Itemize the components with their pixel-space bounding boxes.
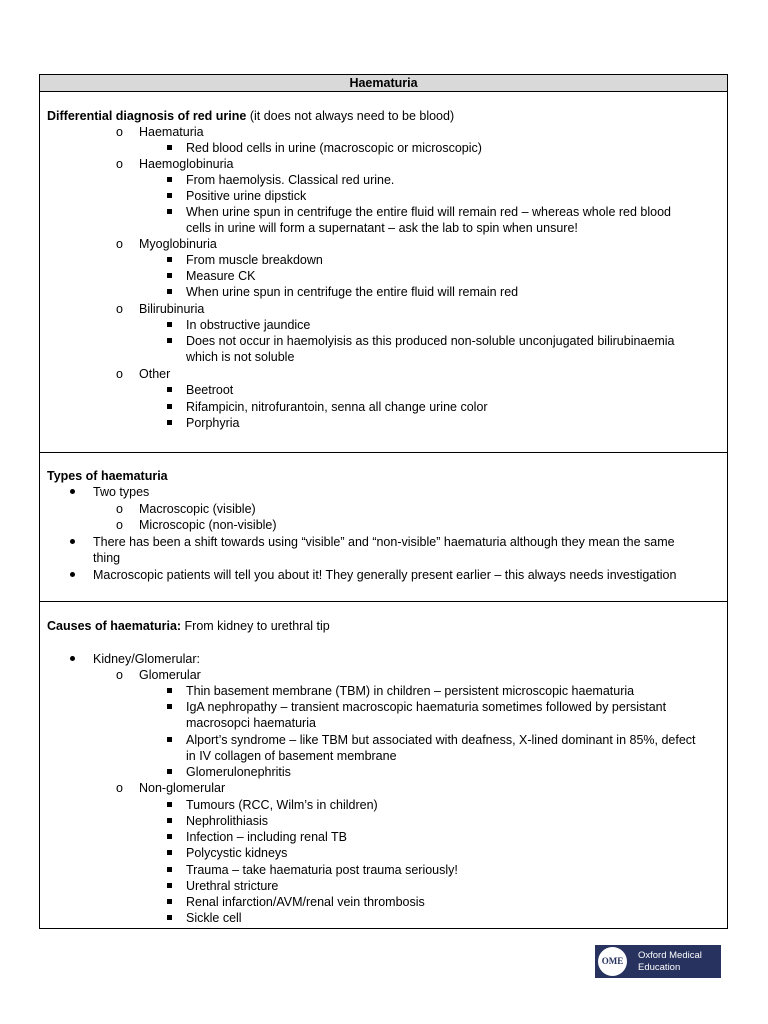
list-item: Haemoglobinuria bbox=[139, 157, 234, 171]
circle-bullet: o bbox=[116, 157, 123, 171]
list-item: There has been a shift towards using “visible” and “non-visible” haematuria although they mean the same bbox=[93, 535, 675, 549]
list-item: Macroscopic (visible) bbox=[139, 502, 256, 516]
section-heading: Differential diagnosis of red urine (it does not always need to be blood) bbox=[47, 109, 455, 123]
logo-text-line2: Education bbox=[638, 962, 681, 973]
square-bullet bbox=[167, 273, 172, 278]
square-bullet bbox=[167, 915, 172, 920]
notes-table bbox=[39, 74, 728, 929]
list-item: In obstructive jaundice bbox=[186, 318, 311, 332]
list-item: Nephrolithiasis bbox=[186, 814, 268, 828]
square-bullet bbox=[167, 769, 172, 774]
circle-bullet: o bbox=[116, 668, 123, 682]
list-item: Thin basement membrane (TBM) in children – persistent microscopic haematuria bbox=[186, 684, 635, 698]
list-item: From haemolysis. Classical red urine. bbox=[186, 173, 395, 187]
list-item: Haematuria bbox=[139, 125, 204, 139]
list-item: Other bbox=[139, 367, 171, 381]
section-heading: Types of haematuria bbox=[47, 469, 168, 483]
list-item: Sickle cell bbox=[186, 911, 242, 925]
square-bullet bbox=[167, 145, 172, 150]
list-item: When urine spun in centrifuge the entire fluid will remain red bbox=[186, 285, 519, 299]
list-item: Renal infarction/AVM/renal vein thrombosis bbox=[186, 895, 425, 909]
list-item: IgA nephropathy – transient macroscopic haematuria sometimes followed by persistant bbox=[186, 700, 667, 714]
list-item: Positive urine dipstick bbox=[186, 189, 307, 203]
circle-bullet: o bbox=[116, 237, 123, 251]
list-item-continued: which is not soluble bbox=[186, 350, 295, 364]
circle-bullet: o bbox=[116, 367, 123, 381]
list-item: Two types bbox=[93, 485, 150, 499]
list-item: Urethral stricture bbox=[186, 879, 279, 893]
square-bullet bbox=[167, 177, 172, 182]
list-item: Tumours (RCC, Wilm’s in children) bbox=[186, 798, 378, 812]
list-item: Rifampicin, nitrofurantoin, senna all change urine color bbox=[186, 400, 488, 414]
square-bullet bbox=[167, 688, 172, 693]
square-bullet bbox=[167, 867, 172, 872]
square-bullet bbox=[167, 883, 172, 888]
list-item: Macroscopic patients will tell you about it! They generally present earlier – this always needs investigation bbox=[93, 568, 677, 582]
square-bullet bbox=[167, 818, 172, 823]
list-item-continued: cells in urine will form a supernatant – ask the lab to spin when unsure! bbox=[186, 221, 578, 235]
oxford-medical-education-logo bbox=[595, 945, 721, 978]
list-item: Beetroot bbox=[186, 383, 234, 397]
list-item: Bilirubinuria bbox=[139, 302, 205, 316]
list-item: Myoglobinuria bbox=[139, 237, 217, 251]
list-item: Does not occur in haemolyisis as this produced non-soluble unconjugated bilirubinaemia bbox=[186, 334, 675, 348]
square-bullet bbox=[167, 704, 172, 709]
circle-bullet: o bbox=[116, 781, 123, 795]
circle-bullet: o bbox=[116, 502, 123, 516]
ome-mark: OME bbox=[598, 947, 627, 976]
list-item: Polycystic kidneys bbox=[186, 846, 288, 860]
list-item: Alport’s syndrome – like TBM but associated with deafness, X-lined dominant in 85%, defect bbox=[186, 733, 696, 747]
list-item: Kidney/Glomerular: bbox=[93, 652, 200, 666]
square-bullet bbox=[167, 737, 172, 742]
square-bullet bbox=[167, 338, 172, 343]
square-bullet bbox=[167, 193, 172, 198]
circle-bullet: o bbox=[116, 518, 123, 532]
disc-bullet bbox=[70, 489, 75, 494]
list-item: Measure CK bbox=[186, 269, 256, 283]
list-item-continued: macrosopci haematuria bbox=[186, 716, 316, 730]
list-item: Porphyria bbox=[186, 416, 240, 430]
square-bullet bbox=[167, 289, 172, 294]
list-item: Glomerular bbox=[139, 668, 201, 682]
list-item: Red blood cells in urine (macroscopic or microscopic) bbox=[186, 141, 482, 155]
square-bullet bbox=[167, 387, 172, 392]
logo-text-line1: Oxford Medical bbox=[638, 950, 702, 961]
list-item: When urine spun in centrifuge the entire fluid will remain red – whereas whole red blood bbox=[186, 205, 671, 219]
list-item: Trauma – take haematuria post trauma seriously! bbox=[186, 863, 458, 877]
list-item: From muscle breakdown bbox=[186, 253, 323, 267]
section-heading: Causes of haematuria: From kidney to urethral tip bbox=[47, 619, 330, 633]
list-item-continued: in IV collagen of basement membrane bbox=[186, 749, 397, 763]
square-bullet bbox=[167, 404, 172, 409]
square-bullet bbox=[167, 899, 172, 904]
list-item: Non-glomerular bbox=[139, 781, 226, 795]
disc-bullet bbox=[70, 572, 75, 577]
square-bullet bbox=[167, 209, 172, 214]
page-title: Haematuria bbox=[40, 75, 727, 92]
list-item: Microscopic (non-visible) bbox=[139, 518, 277, 532]
square-bullet bbox=[167, 802, 172, 807]
types-section bbox=[40, 453, 727, 602]
list-item: Infection – including renal TB bbox=[186, 830, 347, 844]
list-item-continued: thing bbox=[93, 551, 121, 565]
square-bullet bbox=[167, 834, 172, 839]
circle-bullet: o bbox=[116, 125, 123, 139]
square-bullet bbox=[167, 850, 172, 855]
differential-diagnosis-section bbox=[40, 92, 727, 453]
square-bullet bbox=[167, 420, 172, 425]
circle-bullet: o bbox=[116, 302, 123, 316]
square-bullet bbox=[167, 257, 172, 262]
causes-section bbox=[40, 602, 727, 930]
disc-bullet bbox=[70, 656, 75, 661]
square-bullet bbox=[167, 322, 172, 327]
list-item: Glomerulonephritis bbox=[186, 765, 291, 779]
disc-bullet bbox=[70, 539, 75, 544]
